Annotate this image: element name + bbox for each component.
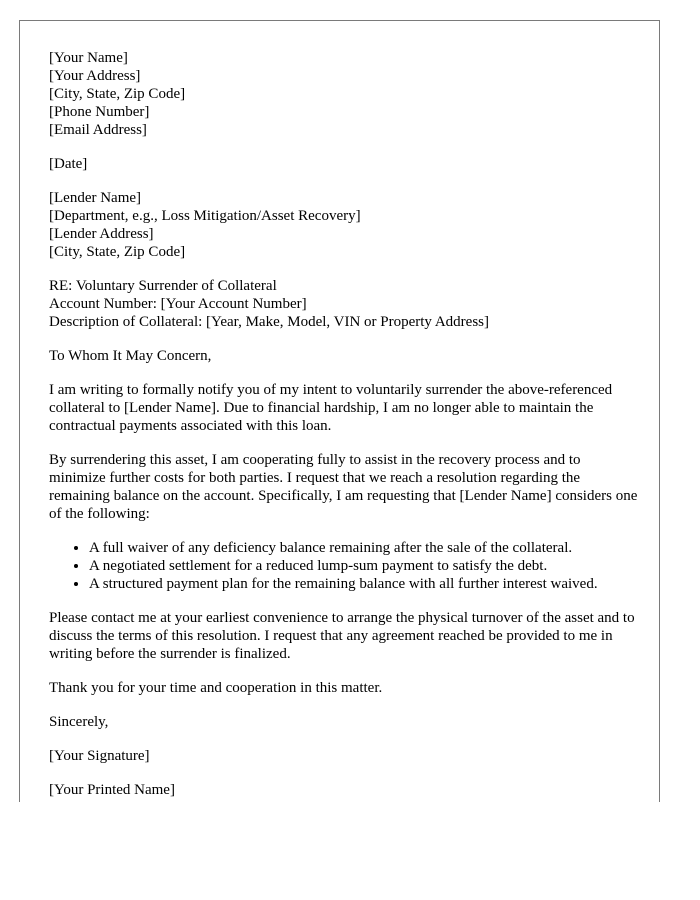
sender-name: [Your Name] (49, 50, 128, 66)
list-item: • A negotiated settlement for a reduced lump-sum payment to satisfy the debt. (89, 557, 639, 575)
collateral-description-line: Description of Collateral: [Year, Make, Model, VIN or Property Address] (49, 314, 490, 330)
resolution-options-list (49, 539, 639, 593)
salutation: To Whom It May Concern, (49, 348, 212, 364)
sender-block (49, 49, 639, 139)
recipient-city-state-zip: [City, State, Zip Code] (49, 244, 186, 260)
letter-content (49, 49, 639, 802)
printed-name: [Your Printed Name] (49, 782, 175, 798)
body-paragraph-contact: Please contact me at your earliest convenience to arrange the physical turnover of the asset and to discuss the terms of this resolution. I request that any agreement reached be provided to me in writing before the surrender is finalized. (49, 610, 635, 662)
reference-block (49, 277, 639, 331)
letter-date: [Date] (49, 156, 88, 172)
sender-city-state-zip: [City, State, Zip Code] (49, 86, 186, 102)
subject-line: RE: Voluntary Surrender of Collateral (49, 278, 277, 294)
sender-email: [Email Address] (49, 122, 147, 138)
list-item: • A full waiver of any deficiency balance remaining after the sale of the collateral. (89, 539, 639, 557)
closing: Sincerely, (49, 714, 109, 730)
letter-page (19, 20, 660, 802)
recipient-lender-name: [Lender Name] (49, 190, 142, 206)
body-paragraph-request: By surrendering this asset, I am cooperating fully to assist in the recovery process and to minimize further costs for both parties. I request that we reach a resolution regarding the remaining balance on the account. Specifically, I am requesting that [Lender Name] considers one of the following: (49, 452, 638, 522)
list-item: • A structured payment plan for the remaining balance with all further interest waived. (89, 575, 639, 593)
signature-placeholder: [Your Signature] (49, 748, 150, 764)
account-number-line: Account Number: [Your Account Number] (49, 296, 307, 312)
body-paragraph-thanks: Thank you for your time and cooperation in this matter. (49, 680, 383, 696)
body-paragraph-intent: I am writing to formally notify you of my intent to voluntarily surrender the above-referenced collateral to [Lender Name]. Due to financial hardship, I am no longer able to maintain the contractual payments associated with this loan. (49, 382, 613, 434)
recipient-department: [Department, e.g., Loss Mitigation/Asset Recovery] (49, 208, 361, 224)
recipient-block (49, 189, 639, 261)
sender-address: [Your Address] (49, 68, 141, 84)
date-block (49, 155, 639, 173)
recipient-lender-address: [Lender Address] (49, 226, 154, 242)
sender-phone: [Phone Number] (49, 104, 150, 120)
